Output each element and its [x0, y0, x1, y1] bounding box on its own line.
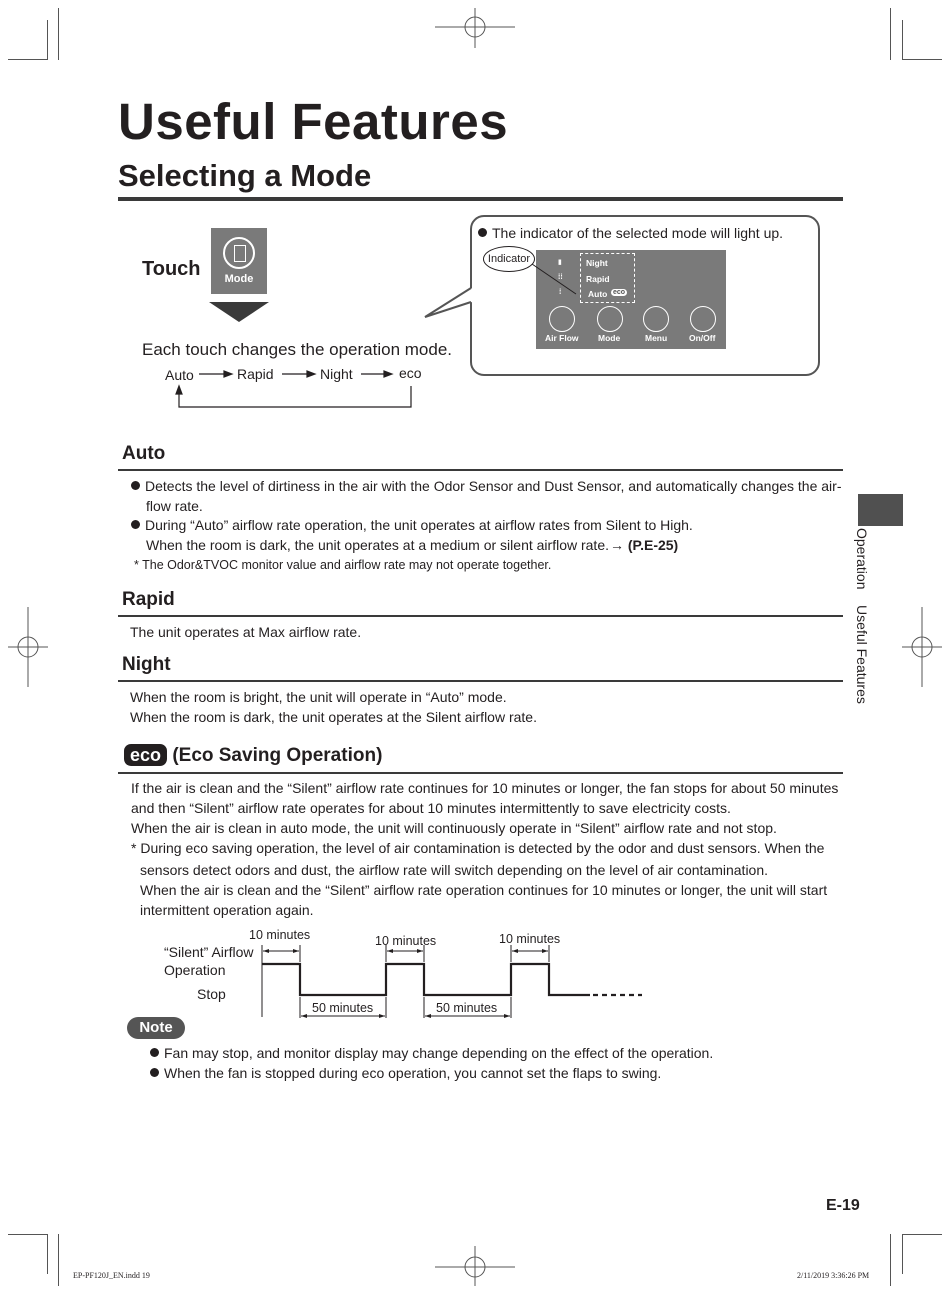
led-icon: ⁞⁞ — [558, 274, 563, 281]
timing-on-label-3: 10 minutes — [499, 932, 561, 946]
auto-bullet-1-cont: flow rate. — [146, 498, 203, 514]
page-title: Useful Features — [118, 93, 509, 150]
led-icon: ▮ — [558, 259, 562, 266]
indicator-label: Indicator — [483, 246, 535, 272]
eco-text-3: When the air is clean in auto mode, the unit will continuously operate in “Silent” airflow rate and not stop. — [131, 820, 777, 836]
eco-text-4: * During eco saving operation, the level of air contamination is detected by the odor and dust sensors. When the — [131, 840, 825, 856]
auto-heading: Auto — [122, 443, 166, 464]
night-text-2: When the room is dark, the unit operates at the Silent airflow rate. — [130, 709, 537, 725]
cycle-night: Night — [320, 366, 353, 382]
btn-label-onoff: On/Off — [689, 333, 716, 343]
auto-bullet-2: During “Auto” airflow rate operation, the unit operates at airflow rates from Silent to High. — [131, 515, 693, 535]
page-number: E-19 — [826, 1197, 860, 1214]
section-subtitle: Selecting a Mode — [118, 158, 372, 193]
night-text-1: When the room is bright, the unit will operate in “Auto” mode. — [130, 689, 507, 705]
footer-timestamp: 2/11/2019 3:36:26 PM — [797, 1271, 870, 1280]
auto-bullet-1: Detects the level of dirtiness in the air with the Odor Sensor and Dust Sensor, and automatically changes the air- — [131, 476, 841, 496]
mode-button-label: Mode — [224, 273, 254, 285]
btn-label-mode: Mode — [598, 333, 621, 343]
rapid-text: The unit operates at Max airflow rate. — [130, 624, 362, 640]
rapid-heading: Rapid — [122, 589, 175, 610]
timing-silent-label-1: “Silent” Airflow — [164, 944, 254, 960]
eco-badge: eco — [124, 744, 167, 766]
timing-on-label-1: 10 minutes — [249, 928, 311, 942]
eco-text-2: and then “Silent” airflow rate operates for about 10 minutes intermittently to save electricity costs. — [131, 800, 731, 816]
footer-file: EP-PF120J_EN.indd 19 — [73, 1271, 150, 1280]
indicator-night: Night — [586, 258, 608, 268]
eco-text-7: intermittent operation again. — [140, 902, 314, 918]
timing-off-label-1: 50 minutes — [312, 1001, 374, 1015]
auto-bullet-2-cont: When the room is dark, the unit operates at a medium or silent airflow rate. — [146, 537, 609, 553]
eco-text-1: If the air is clean and the “Silent” airflow rate continues for 10 minutes or longer, the fan stops for about 50 minutes — [131, 780, 839, 796]
timing-off-label-2: 50 minutes — [436, 1001, 498, 1015]
cycle-rapid: Rapid — [237, 366, 274, 382]
timing-silent-label-2: Operation — [164, 962, 226, 978]
btn-label-menu: Menu — [645, 333, 668, 343]
indicator-eco-badge: eco — [613, 289, 626, 296]
eco-heading-text: (Eco Saving Operation) — [172, 745, 383, 766]
eco-text-6: When the air is clean and the “Silent” airflow rate operation continues for 10 minutes or longer, the unit will start — [140, 882, 828, 898]
touch-label: Touch — [142, 258, 201, 280]
indicator-rapid: Rapid — [586, 274, 610, 284]
callout-text: The indicator of the selected mode will light up. — [478, 223, 783, 243]
auto-ref: → (P.E-25) — [610, 537, 679, 553]
each-touch-text: Each touch changes the operation mode. — [142, 340, 452, 359]
note-1: Fan may stop, and monitor display may change depending on the effect of the operation. — [150, 1043, 713, 1063]
indicator-auto: Auto — [588, 289, 608, 299]
timing-on-label-2: 10 minutes — [375, 934, 437, 948]
cycle-eco: eco — [399, 365, 422, 381]
note-2: When the fan is stopped during eco operation, you cannot set the flaps to swing. — [150, 1063, 661, 1083]
btn-label-airflow: Air Flow — [545, 333, 579, 343]
eco-text-5: sensors detect odors and dust, the airflow rate will switch depending on the level of air contamination. — [140, 862, 769, 878]
led-icon: ⁞ — [559, 289, 562, 296]
cycle-auto: Auto — [165, 367, 194, 383]
timing-stop-label: Stop — [197, 986, 226, 1002]
note-badge: Note — [127, 1017, 185, 1039]
side-tab-text: Operation Useful Features — [854, 528, 870, 704]
night-heading: Night — [122, 654, 171, 675]
auto-note: * The Odor&TVOC monitor value and airflow rate may not operate together. — [134, 558, 552, 572]
